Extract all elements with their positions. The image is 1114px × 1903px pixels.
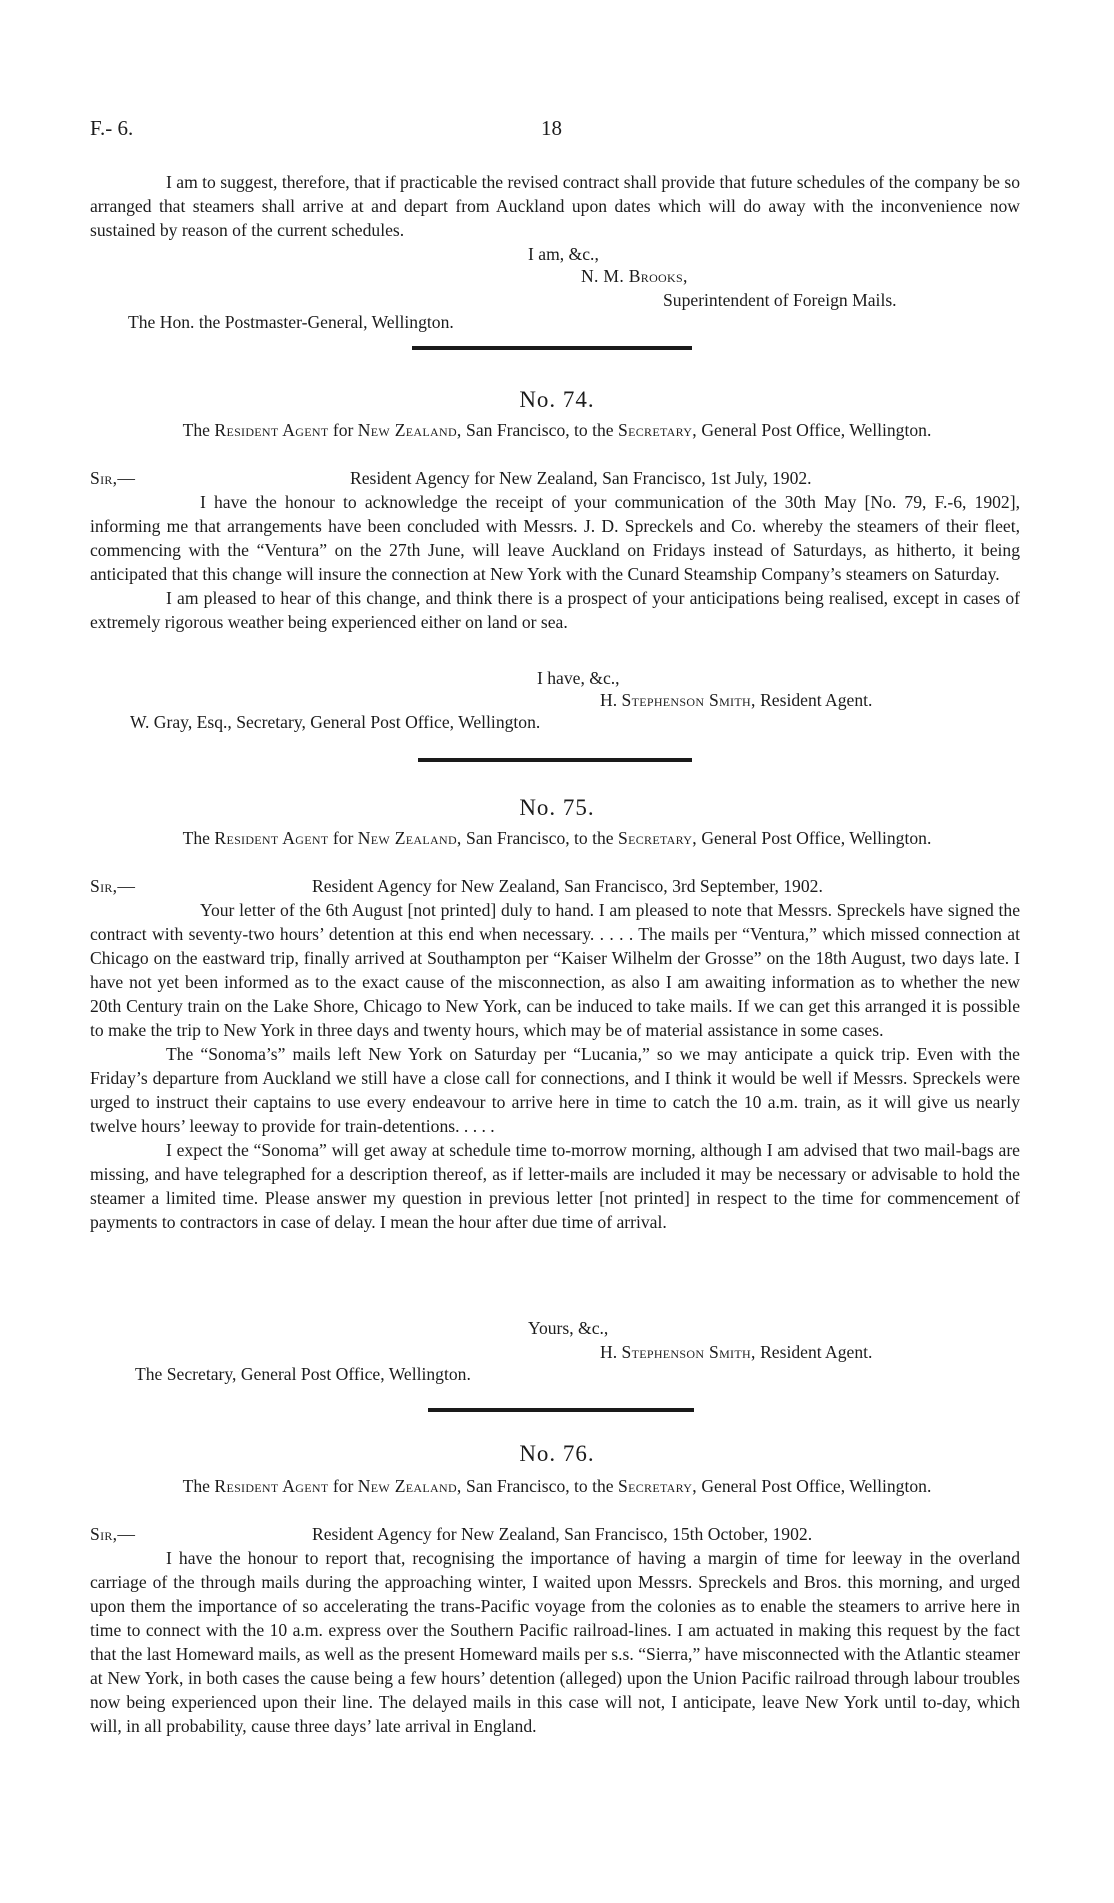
addressee: W. Gray, Esq., Secretary, General Post Office, Wellington. — [130, 712, 541, 732]
heading-place: San Francisco, to the — [466, 420, 614, 440]
section-divider — [428, 1408, 694, 1412]
letter-heading — [90, 418, 1024, 442]
heading-from: Resident Agent — [214, 828, 329, 848]
body-paragraph: I have the honour to acknowledge the receipt of your communication of the 30th May [No. 79, F.-6, 1902], informing me that arrangements have been concluded with Messrs. J. D. Spreckels and Co. whereby the steamers of their fleet, commencing with the “Ventura” on the 27th June, will leave Auckland on Fridays instead of Saturdays, as hitherto, it being anticipated that this change will insure the connection at New York with the Cunard Steamship Company’s steamers on Saturday. — [90, 492, 1020, 584]
intro-paragraph: I am to suggest, therefore, that if practicable the revised contract shall provide that future schedules of the company be so arranged that steamers shall arrive at and depart from Auckland upon dates which will do away with the inconvenience now sustained by reason of the current schedules. — [90, 172, 1020, 240]
letter-number: No. 76. — [519, 1441, 595, 1466]
heading-prefix: The — [182, 420, 210, 440]
series-code: F.- 6. — [90, 116, 134, 140]
sig-initial: H. — [600, 1342, 618, 1362]
letter-number: No. 74. — [519, 387, 595, 412]
body-paragraph: I have the honour to report that, recognising the importance of having a margin of time for leeway in the overland carriage of the through mails during the approaching winter, I waited upon Messrs. Spreckels and Bros. this morning, and urged upon them the importance of so accelerating the trans-Pacific voyage from the colonies as to enable the steamers to arrive here in time to connect with the 10 a.m. express over the Southern Pacific railroad-lines. I am actuated in making this request by the fact that the last Homeward mails, as well as the present Homeward mails per s.s. “Sierra,” have misconnected with the Atlantic steamer at New York, in both cases the cause being a few hours’ detention (alleged) upon the Union Pacific railroad through labour troubles now being experienced upon their line. The delayed mails in this case will not, I anticipate, leave New York until to-day, which will, in all probability, cause three days’ late arrival in England. — [90, 1548, 1020, 1736]
heading-nz: New Zealand, — [357, 828, 462, 848]
sig-name: Stephenson Smith, — [621, 690, 756, 710]
dateline: Resident Agency for New Zealand, San Francisco, 1st July, 1902. — [350, 468, 812, 488]
heading-prefix: The — [182, 828, 210, 848]
heading-for: for — [332, 828, 354, 848]
heading-for: for — [332, 1476, 354, 1496]
salutation: Sir,— — [90, 468, 136, 488]
dateline: Resident Agency for New Zealand, San Francisco, 3rd September, 1902. — [312, 876, 823, 896]
heading-prefix: The — [182, 1476, 210, 1496]
section-divider — [418, 758, 692, 762]
heading-for: for — [332, 420, 354, 440]
section-divider — [412, 346, 692, 350]
dateline: Resident Agency for New Zealand, San Francisco, 15th October, 1902. — [312, 1524, 813, 1544]
body-paragraph: I expect the “Sonoma” will get away at schedule time to-morrow morning, although I am advised that two mail-bags are missing, and have telegraphed for a description thereof, as if letter-mails are included it may be necessary or advisable to hold the steamer a limited time. Please answer my question in previous letter [not printed] in respect to the time for commencement of payments to contractors in case of delay. I mean the hour after due time of arrival. — [90, 1140, 1020, 1232]
heading-nz: New Zealand, — [357, 420, 462, 440]
closing: Yours, &c., — [528, 1318, 609, 1338]
heading-rest: General Post Office, Wellington. — [701, 1476, 932, 1496]
heading-to: Secretary, — [618, 828, 697, 848]
letter-heading — [90, 826, 1024, 850]
closing: I have, &c., — [537, 668, 620, 688]
heading-from: Resident Agent — [214, 1476, 329, 1496]
heading-to: Secretary, — [618, 1476, 697, 1496]
addressee: The Secretary, General Post Office, Wellington. — [135, 1364, 471, 1384]
intro-signatory: N. M. Brooks, — [581, 266, 688, 286]
letter-body — [90, 1546, 1020, 1738]
heading-place: San Francisco, to the — [466, 1476, 614, 1496]
body-paragraph: Your letter of the 6th August [not printed] duly to hand. I am pleased to note that Messrs. Spreckels have signed the contract with seventy-two hours’ detention at this end when necessary. . . . . The mails per “Ventura,” which missed connection at Chicago on the eastward trip, finally arrived at Southampton per “Kaiser Wilhelm der Grosse” on the 18th August, two days late. I have not yet been informed as to the exact cause of the misconnection, as also I am awaiting information as to whether the new 20th Century train on the Lake Shore, Chicago to New York, can be induced to take mails. If we can get this arranged it is possible to make the trip to New York in three days and twenty hours, which may be of material assistance in some cases. — [90, 900, 1020, 1040]
signature — [600, 1340, 872, 1364]
letter-heading — [90, 1474, 1024, 1498]
salutation: Sir,— — [90, 1524, 136, 1544]
letter-body — [90, 490, 1020, 634]
heading-place: San Francisco, to the — [466, 828, 614, 848]
intro-addressee: The Hon. the Postmaster-General, Wellington. — [128, 312, 454, 332]
body-paragraph: The “Sonoma’s” mails left New York on Saturday per “Lucania,” so we may anticipate a quick trip. Even with the Friday’s departure from Auckland we still have a close call for connections, and I think it would be well if Messrs. Spreckels were urged to instruct their captains to use every endeavour to arrive here in time to catch the 10 a.m. train, as it will give us nearly twelve hours’ leeway to provide for train-detentions. . . . . — [90, 1044, 1020, 1136]
heading-to: Secretary, — [618, 420, 697, 440]
page-number: 18 — [541, 116, 562, 140]
letter-body — [90, 898, 1020, 1234]
sig-title: Resident Agent. — [760, 1342, 873, 1362]
body-paragraph: I am pleased to hear of this change, and think there is a prospect of your anticipations being realised, except in cases of extremely rigorous weather being experienced either on land or sea. — [90, 588, 1020, 632]
heading-rest: General Post Office, Wellington. — [701, 420, 932, 440]
sig-title: Resident Agent. — [760, 690, 873, 710]
heading-from: Resident Agent — [214, 420, 329, 440]
intro-title: Superintendent of Foreign Mails. — [663, 290, 897, 310]
signature — [600, 688, 872, 712]
sig-initial: H. — [600, 690, 618, 710]
sig-name: Stephenson Smith, — [621, 1342, 756, 1362]
heading-rest: General Post Office, Wellington. — [701, 828, 932, 848]
letter-number: No. 75. — [519, 795, 595, 820]
salutation: Sir,— — [90, 876, 136, 896]
intro-closing: I am, &c., — [528, 244, 599, 264]
heading-nz: New Zealand, — [357, 1476, 462, 1496]
